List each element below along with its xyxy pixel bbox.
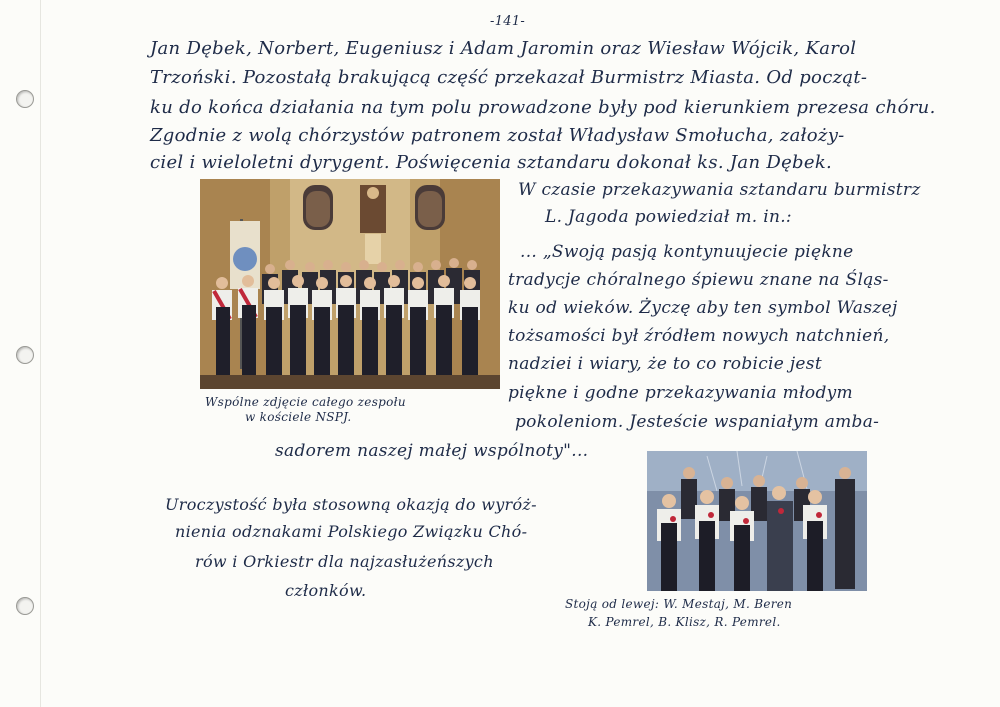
quote-line-2: tradycje chóralnego śpiewu znane na Śląs- xyxy=(508,270,889,290)
awarded-members-photo xyxy=(647,451,867,591)
bottom-text-line-3: rów i Orkiestr dla najzasłużeńszych xyxy=(195,552,494,571)
main-text-line-1: Jan Dębek, Norbert, Eugeniusz i Adam Jaromin oraz Wiesław Wójcik, Karol xyxy=(150,38,857,59)
photo1-caption-line-2: w kościele NSPJ. xyxy=(245,410,352,424)
quote-line-1: ... „Swoją pasją kontynuujecie piękne xyxy=(520,242,854,262)
binder-hole-top xyxy=(16,90,34,108)
main-text-line-3: ku do końca działania na tym polu prowadzone były pod kierunkiem prezesa chóru. xyxy=(150,97,936,118)
right-text-line-2: L. Jagoda powiedział m. in.: xyxy=(545,207,792,227)
quote-line-4: tożsamości był źródłem nowych natchnień, xyxy=(508,326,890,346)
right-text-line-1: W czasie przekazywania sztandaru burmistrz xyxy=(518,180,921,200)
main-text-line-5: ciel i wieloletni dyrygent. Poświęcenia sztandaru dokonał ks. Jan Dębek. xyxy=(150,152,833,173)
photo1-caption-line-1: Wspólne zdjęcie całego zespołu xyxy=(205,395,406,409)
binder-hole-bottom xyxy=(16,597,34,615)
page-number: -141- xyxy=(490,14,526,29)
quote-line-7: pokoleniom. Jesteście wspaniałym amba- xyxy=(515,412,880,432)
binder-hole-middle xyxy=(16,346,34,364)
bottom-text-line-2: nienia odznakami Polskiego Związku Chó- xyxy=(175,522,528,541)
photo2-caption-line-1: Stoją od lewej: W. Mestaj, M. Beren xyxy=(565,597,793,611)
bottom-text-line-4: członków. xyxy=(285,581,367,600)
main-text-line-4: Zgodnie z wolą chórzystów patronem został Władysław Smołucha, założy- xyxy=(150,125,845,146)
photo2-caption-line-2: K. Pemrel, B. Klisz, R. Pemrel. xyxy=(588,615,781,629)
choir-church-photo xyxy=(200,179,500,389)
quote-line-8: sadorem naszej małej wspólnoty"... xyxy=(275,441,589,461)
bottom-text-line-1: Uroczystość była stosowną okazją do wyróż- xyxy=(165,495,537,514)
quote-line-3: ku od wieków. Życzę aby ten symbol Waszej xyxy=(508,298,898,318)
quote-line-5: nadziei i wiary, że to co robicie jest xyxy=(508,354,822,374)
quote-line-6: piękne i godne przekazywania młodym xyxy=(508,383,853,403)
margin-line xyxy=(40,0,41,707)
main-text-line-2: Trzoński. Pozostałą brakującą część przekazał Burmistrz Miasta. Od począt- xyxy=(150,67,868,88)
